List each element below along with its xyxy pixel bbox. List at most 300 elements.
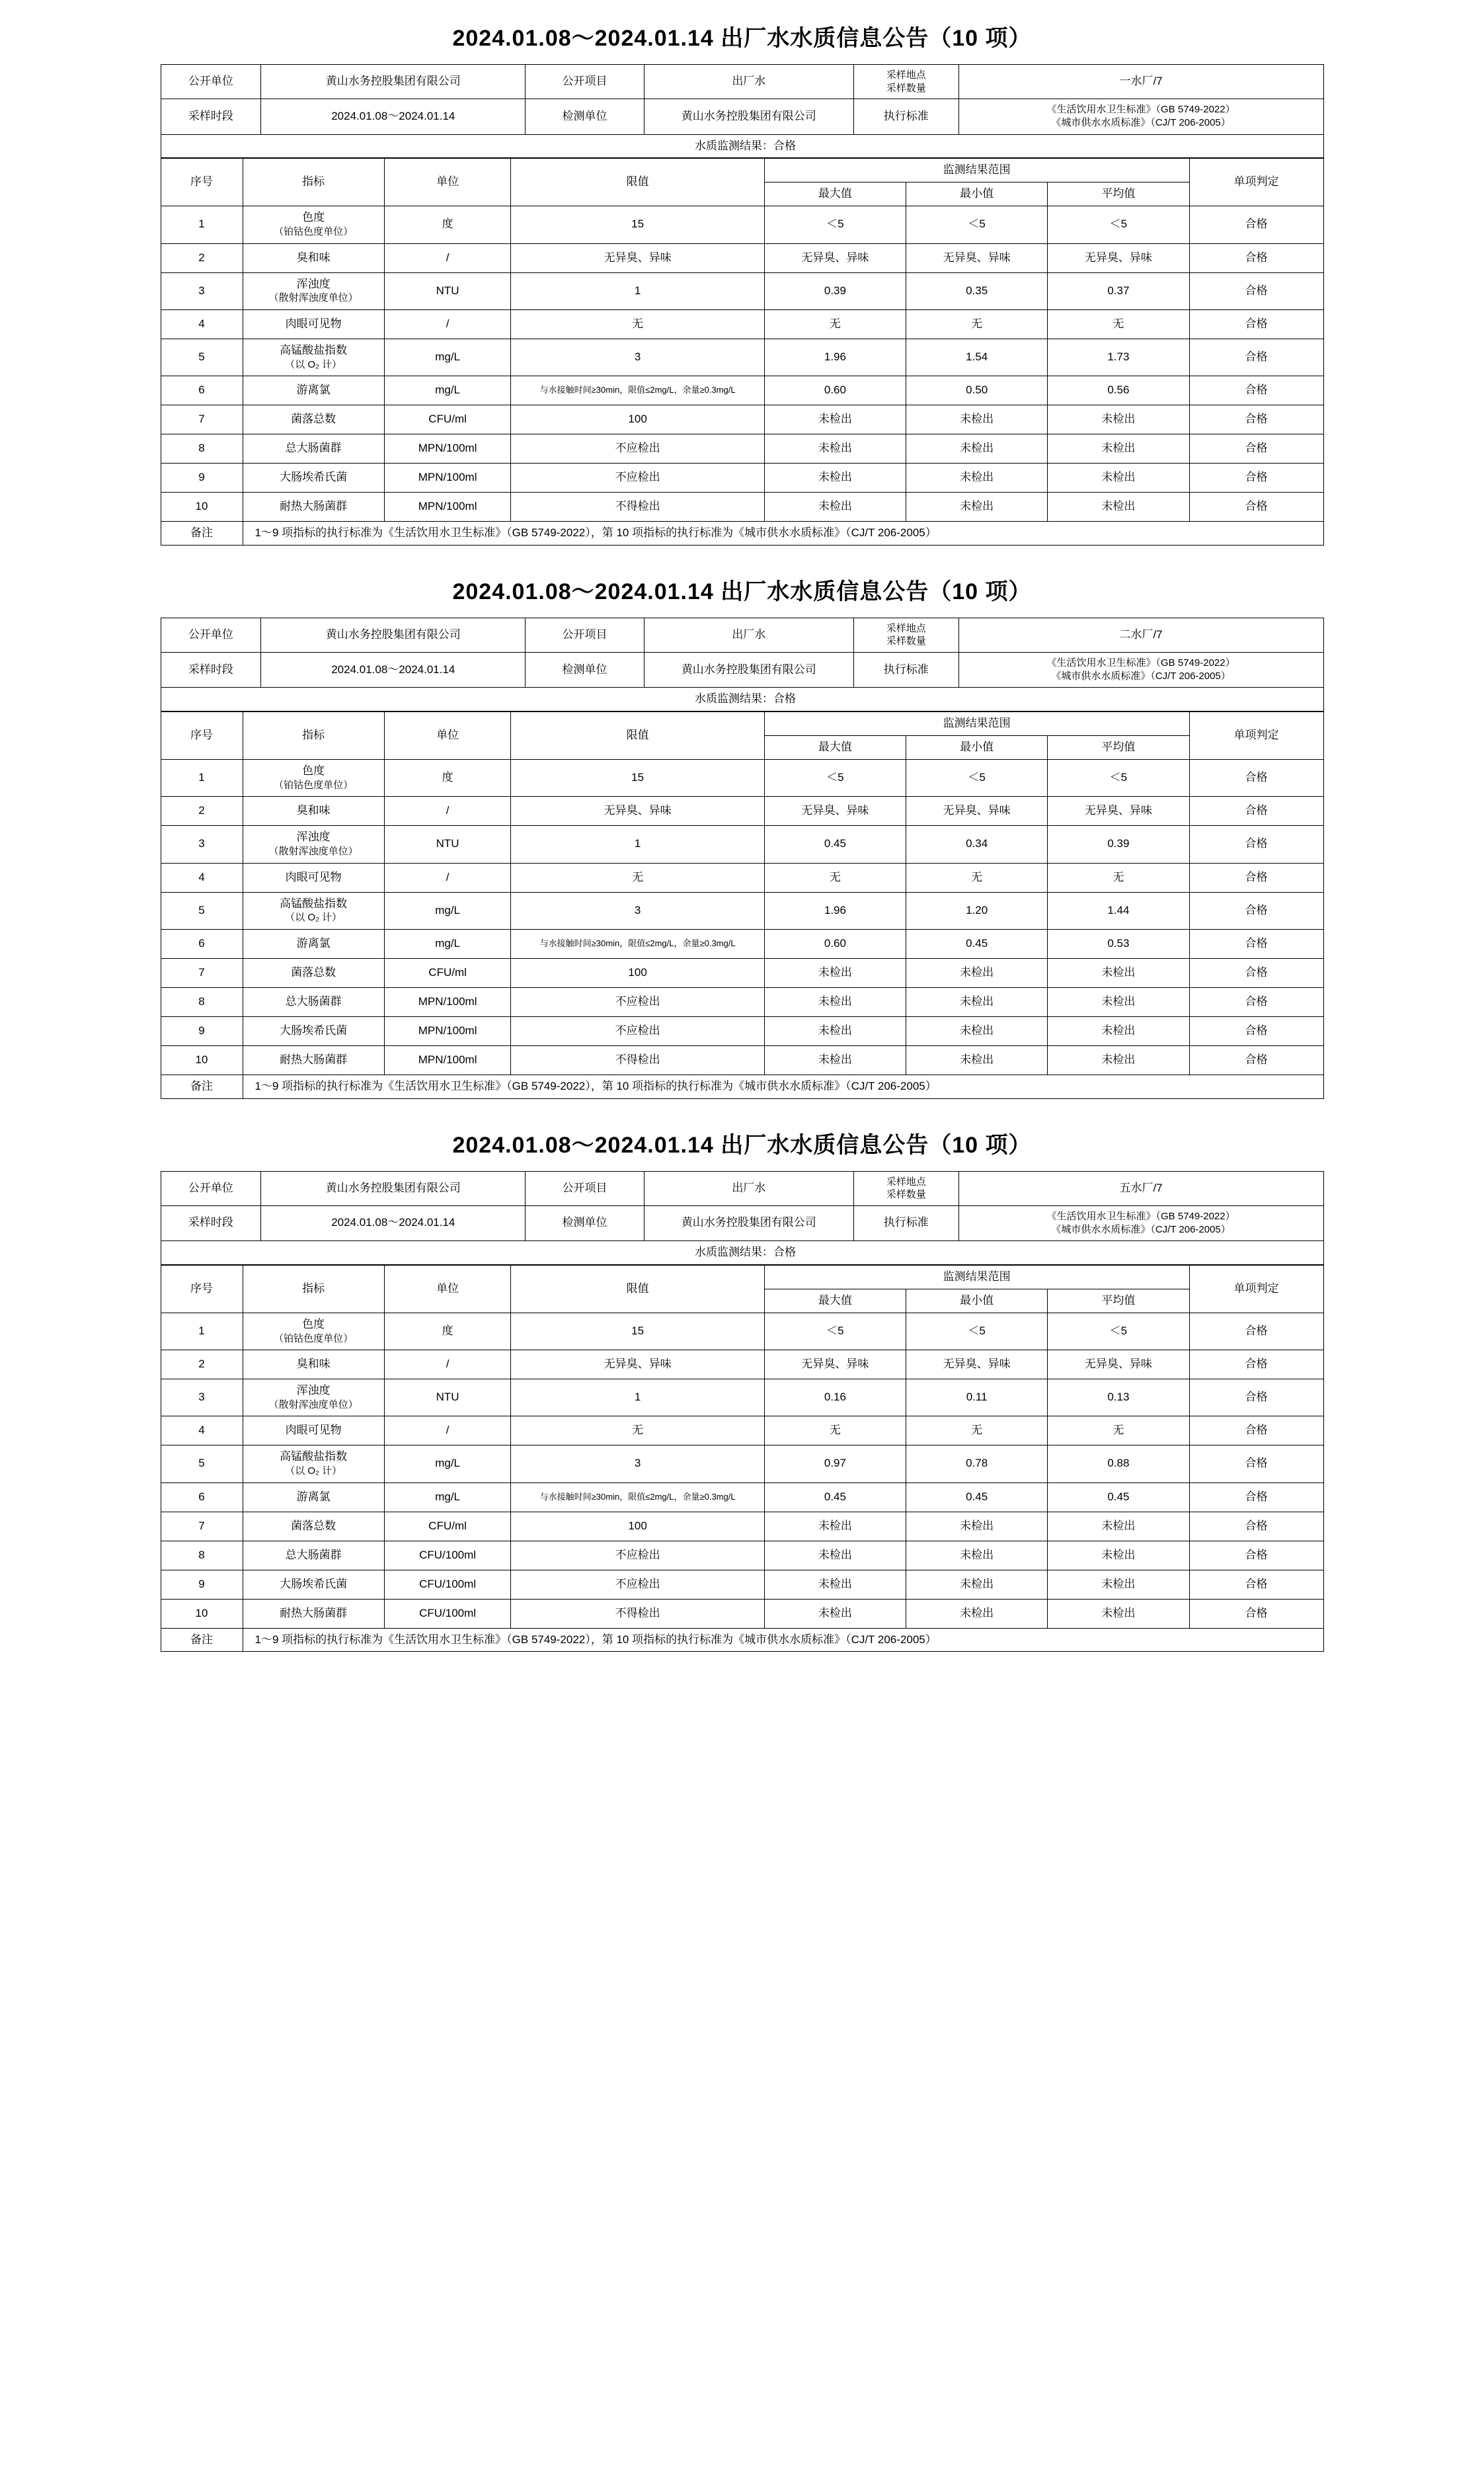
cell-unit: mg/L <box>384 929 511 958</box>
table-note-row <box>161 1075 1323 1098</box>
cell-max: 0.60 <box>764 929 906 958</box>
indicator-line2: （散射浑浊度单位） <box>268 1399 358 1411</box>
cell-avg: 0.13 <box>1048 1379 1189 1416</box>
cell-indicator <box>243 826 384 863</box>
cell-unit: mg/L <box>384 339 511 376</box>
cell-judge: 合格 <box>1189 1016 1323 1045</box>
cell-unit: MPN/100ml <box>384 1016 511 1045</box>
cell-unit: MPN/100ml <box>384 1045 511 1075</box>
col-unit: 单位 <box>384 712 511 760</box>
cell-limit: 100 <box>511 958 764 987</box>
indicator-line2: （以 O₂ 计） <box>285 1465 342 1477</box>
cell-no: 5 <box>161 1445 243 1482</box>
table-row <box>161 1045 1323 1075</box>
table-row <box>161 1205 1323 1241</box>
value-public-unit: 黄山水务控股集团有限公司 <box>261 618 526 652</box>
col-min: 最小值 <box>906 1289 1048 1313</box>
table-row <box>161 309 1323 339</box>
cell-avg: 未检出 <box>1048 1016 1189 1045</box>
cell-no: 6 <box>161 376 243 405</box>
standard-line-1: 《生活饮用水卫生标准》（GB 5749-2022） <box>1046 104 1235 115</box>
col-judge: 单项判定 <box>1189 159 1323 206</box>
cell-max: 0.45 <box>764 826 906 863</box>
cell-max: 未检出 <box>764 434 906 463</box>
cell-limit: 与水接触时间≥30min，限值≤2mg/L，余量≥0.3mg/L <box>511 1482 764 1512</box>
note-text: 1～9 项指标的执行标准为《生活饮用水卫生标准》（GB 5749-2022），第 10 项指标的执行标准为《城市供水水质标准》（CJ/T 206-2005） <box>243 521 1323 545</box>
table-row <box>161 1541 1323 1570</box>
cell-min: 未检出 <box>906 1045 1048 1075</box>
cell-limit: 不应检出 <box>511 987 764 1016</box>
cell-judge: 合格 <box>1189 826 1323 863</box>
water-quality-report <box>161 573 1324 1099</box>
cell-judge: 合格 <box>1189 463 1323 492</box>
cell-unit: / <box>384 309 511 339</box>
cell-indicator: 耐热大肠菌群 <box>243 492 384 521</box>
cell-unit: MPN/100ml <box>384 987 511 1016</box>
cell-max: 未检出 <box>764 958 906 987</box>
report-header-table <box>161 618 1324 711</box>
cell-indicator: 肉眼可见物 <box>243 863 384 892</box>
indicator-line2: （铂钴色度单位） <box>274 226 354 238</box>
cell-min: 0.78 <box>906 1445 1048 1482</box>
cell-avg: 无异臭、异味 <box>1048 243 1189 272</box>
value-public-item: 出厂水 <box>644 618 853 652</box>
table-row <box>161 826 1323 863</box>
cell-indicator: 游离氯 <box>243 376 384 405</box>
col-indicator: 指标 <box>243 712 384 760</box>
label-sample-site <box>853 1171 958 1205</box>
cell-limit: 100 <box>511 1512 764 1541</box>
label-standard: 执行标准 <box>853 1205 958 1241</box>
indicator-line1: 高锰酸盐指数 <box>280 343 348 356</box>
cell-min: 0.45 <box>906 1482 1048 1512</box>
result-summary: 水质监测结果：合格 <box>161 134 1323 158</box>
table-row <box>161 1171 1323 1205</box>
result-summary: 水质监测结果：合格 <box>161 688 1323 711</box>
label-sample-site-line1: 采样地点 <box>886 1176 926 1188</box>
label-standard: 执行标准 <box>853 652 958 688</box>
value-standard <box>958 1205 1323 1241</box>
cell-max: ＜5 <box>764 206 906 243</box>
cell-judge: 合格 <box>1189 1445 1323 1482</box>
cell-min: 未检出 <box>906 1570 1048 1599</box>
cell-avg: 未检出 <box>1048 1045 1189 1075</box>
cell-unit: mg/L <box>384 892 511 929</box>
cell-indicator: 耐热大肠菌群 <box>243 1599 384 1628</box>
value-sample-site: 二水厂/7 <box>958 618 1323 652</box>
cell-limit: 15 <box>511 1313 764 1350</box>
cell-max: 未检出 <box>764 492 906 521</box>
cell-unit: CFU/100ml <box>384 1541 511 1570</box>
cell-judge: 合格 <box>1189 339 1323 376</box>
cell-max: 未检出 <box>764 463 906 492</box>
cell-min: 未检出 <box>906 434 1048 463</box>
value-public-unit: 黄山水务控股集团有限公司 <box>261 65 526 99</box>
cell-min: ＜5 <box>906 206 1048 243</box>
label-public-unit: 公开单位 <box>161 618 261 652</box>
col-indicator: 指标 <box>243 159 384 206</box>
table-note-row <box>161 521 1323 545</box>
cell-avg: 未检出 <box>1048 434 1189 463</box>
value-test-unit: 黄山水务控股集团有限公司 <box>644 1205 853 1241</box>
indicator-line2: （散射浑浊度单位） <box>268 846 358 858</box>
cell-judge: 合格 <box>1189 1541 1323 1570</box>
page-title: 2024.01.08～2024.01.14 出厂水水质信息公告（10 项） <box>452 1132 1032 1158</box>
table-row <box>161 463 1323 492</box>
table-header-row <box>161 159 1323 183</box>
cell-limit: 不应检出 <box>511 1016 764 1045</box>
cell-no: 9 <box>161 1016 243 1045</box>
cell-min: 未检出 <box>906 1016 1048 1045</box>
table-row <box>161 760 1323 797</box>
label-public-unit: 公开单位 <box>161 1171 261 1205</box>
cell-indicator <box>243 760 384 797</box>
cell-no: 9 <box>161 463 243 492</box>
cell-avg: 无 <box>1048 1416 1189 1445</box>
table-row <box>161 618 1323 652</box>
cell-avg: 未检出 <box>1048 1512 1189 1541</box>
indicator-line1: 色度 <box>302 764 325 778</box>
cell-min: 0.35 <box>906 272 1048 309</box>
col-limit: 限值 <box>511 1266 764 1313</box>
cell-max: 未检出 <box>764 1045 906 1075</box>
cell-max: 0.16 <box>764 1379 906 1416</box>
cell-indicator: 大肠埃希氏菌 <box>243 1570 384 1599</box>
cell-unit: / <box>384 863 511 892</box>
cell-judge: 合格 <box>1189 797 1323 826</box>
table-row <box>161 434 1323 463</box>
cell-unit: 度 <box>384 1313 511 1350</box>
cell-limit: 3 <box>511 1445 764 1482</box>
cell-unit: CFU/ml <box>384 1512 511 1541</box>
cell-avg: 未检出 <box>1048 958 1189 987</box>
page-title: 2024.01.08～2024.01.14 出厂水水质信息公告（10 项） <box>452 579 1032 604</box>
cell-no: 8 <box>161 1541 243 1570</box>
cell-no: 10 <box>161 1045 243 1075</box>
cell-unit: CFU/ml <box>384 958 511 987</box>
cell-no: 4 <box>161 863 243 892</box>
indicator-line2: （以 O₂ 计） <box>285 358 342 370</box>
label-test-unit: 检测单位 <box>526 652 644 688</box>
cell-no: 2 <box>161 243 243 272</box>
label-sample-site <box>853 65 958 99</box>
cell-limit: 不得检出 <box>511 492 764 521</box>
indicator-line1: 高锰酸盐指数 <box>280 897 348 910</box>
cell-max: 无 <box>764 309 906 339</box>
cell-min: 0.45 <box>906 929 1048 958</box>
cell-indicator: 总大肠菌群 <box>243 987 384 1016</box>
cell-unit: mg/L <box>384 376 511 405</box>
table-row <box>161 958 1323 987</box>
cell-unit: NTU <box>384 1379 511 1416</box>
table-row <box>161 1016 1323 1045</box>
cell-max: 未检出 <box>764 1599 906 1628</box>
cell-no: 4 <box>161 309 243 339</box>
cell-judge: 合格 <box>1189 376 1323 405</box>
cell-no: 5 <box>161 339 243 376</box>
cell-no: 2 <box>161 797 243 826</box>
cell-min: 1.54 <box>906 339 1048 376</box>
cell-no: 1 <box>161 1313 243 1350</box>
table-row <box>161 492 1323 521</box>
col-avg: 平均值 <box>1048 736 1189 760</box>
col-limit: 限值 <box>511 159 764 206</box>
cell-min: ＜5 <box>906 1313 1048 1350</box>
cell-no: 2 <box>161 1350 243 1379</box>
cell-judge: 合格 <box>1189 272 1323 309</box>
cell-indicator: 游离氯 <box>243 1482 384 1512</box>
report-data-table <box>161 1265 1324 1652</box>
indicator-line1: 浑浊度 <box>296 277 331 290</box>
label-public-item: 公开项目 <box>526 1171 644 1205</box>
cell-judge: 合格 <box>1189 760 1323 797</box>
standard-line-2: 《城市供水水质标准》（CJ/T 206-2005） <box>1051 117 1231 129</box>
cell-indicator: 耐热大肠菌群 <box>243 1045 384 1075</box>
cell-avg: 未检出 <box>1048 1599 1189 1628</box>
standard-line-2: 《城市供水水质标准》（CJ/T 206-2005） <box>1051 1223 1231 1235</box>
table-row <box>161 65 1323 99</box>
col-no: 序号 <box>161 159 243 206</box>
cell-no: 9 <box>161 1570 243 1599</box>
cell-indicator: 臭和味 <box>243 1350 384 1379</box>
cell-no: 3 <box>161 826 243 863</box>
label-public-item: 公开项目 <box>526 65 644 99</box>
cell-indicator: 总大肠菌群 <box>243 1541 384 1570</box>
col-unit: 单位 <box>384 1266 511 1313</box>
cell-avg: 0.45 <box>1048 1482 1189 1512</box>
document-page <box>0 20 1484 1652</box>
cell-unit: / <box>384 797 511 826</box>
cell-indicator <box>243 1445 384 1482</box>
col-judge: 单项判定 <box>1189 712 1323 760</box>
cell-avg: 1.73 <box>1048 339 1189 376</box>
cell-no: 7 <box>161 1512 243 1541</box>
cell-no: 7 <box>161 958 243 987</box>
table-row <box>161 688 1323 711</box>
value-sample-site: 五水厂/7 <box>958 1171 1323 1205</box>
note-label: 备注 <box>161 1628 243 1652</box>
cell-judge: 合格 <box>1189 1512 1323 1541</box>
cell-min: 无异臭、异味 <box>906 797 1048 826</box>
cell-max: 未检出 <box>764 1541 906 1570</box>
standard-line-1: 《生活饮用水卫生标准》（GB 5749-2022） <box>1046 1210 1235 1222</box>
cell-min: 0.50 <box>906 376 1048 405</box>
cell-limit: 不应检出 <box>511 463 764 492</box>
cell-max: 无异臭、异味 <box>764 1350 906 1379</box>
indicator-line1: 高锰酸盐指数 <box>280 1450 348 1463</box>
value-standard <box>958 99 1323 135</box>
table-row <box>161 1241 1323 1265</box>
cell-min: 无 <box>906 863 1048 892</box>
cell-max: 0.60 <box>764 376 906 405</box>
cell-limit: 不应检出 <box>511 434 764 463</box>
cell-limit: 不得检出 <box>511 1045 764 1075</box>
cell-indicator: 菌落总数 <box>243 1512 384 1541</box>
cell-judge: 合格 <box>1189 309 1323 339</box>
note-text: 1～9 项指标的执行标准为《生活饮用水卫生标准》（GB 5749-2022），第 10 项指标的执行标准为《城市供水水质标准》（CJ/T 206-2005） <box>243 1075 1323 1098</box>
cell-unit: 度 <box>384 206 511 243</box>
value-public-item: 出厂水 <box>644 65 853 99</box>
cell-min: 未检出 <box>906 1599 1048 1628</box>
table-row <box>161 1313 1323 1350</box>
cell-min: 未检出 <box>906 492 1048 521</box>
cell-judge: 合格 <box>1189 1379 1323 1416</box>
report-data-table <box>161 711 1324 1098</box>
col-judge: 单项判定 <box>1189 1266 1323 1313</box>
cell-min: 未检出 <box>906 987 1048 1016</box>
cell-judge: 合格 <box>1189 405 1323 434</box>
table-row <box>161 272 1323 309</box>
cell-limit: 无异臭、异味 <box>511 797 764 826</box>
cell-max: 未检出 <box>764 1016 906 1045</box>
cell-max: 未检出 <box>764 405 906 434</box>
table-header-row <box>161 1266 1323 1289</box>
cell-limit: 与水接触时间≥30min，限值≤2mg/L，余量≥0.3mg/L <box>511 929 764 958</box>
cell-unit: CFU/100ml <box>384 1599 511 1628</box>
cell-no: 6 <box>161 929 243 958</box>
label-test-unit: 检测单位 <box>526 99 644 135</box>
cell-judge: 合格 <box>1189 1350 1323 1379</box>
table-row <box>161 797 1323 826</box>
label-sample-site <box>853 618 958 652</box>
cell-judge: 合格 <box>1189 892 1323 929</box>
cell-min: 1.20 <box>906 892 1048 929</box>
standard-line-1: 《生活饮用水卫生标准》（GB 5749-2022） <box>1046 657 1235 669</box>
cell-indicator: 大肠埃希氏菌 <box>243 463 384 492</box>
indicator-line1: 浑浊度 <box>296 1384 331 1397</box>
cell-no: 8 <box>161 434 243 463</box>
cell-limit: 无异臭、异味 <box>511 1350 764 1379</box>
cell-avg: 无异臭、异味 <box>1048 1350 1189 1379</box>
cell-indicator: 总大肠菌群 <box>243 434 384 463</box>
cell-max: 无异臭、异味 <box>764 797 906 826</box>
cell-judge: 合格 <box>1189 1599 1323 1628</box>
col-range-group: 监测结果范围 <box>764 159 1189 183</box>
value-public-item: 出厂水 <box>644 1171 853 1205</box>
cell-judge: 合格 <box>1189 1045 1323 1075</box>
cell-max: 无异臭、异味 <box>764 243 906 272</box>
cell-judge: 合格 <box>1189 1570 1323 1599</box>
indicator-line2: （铂钴色度单位） <box>274 1332 354 1344</box>
cell-avg: 未检出 <box>1048 987 1189 1016</box>
indicator-line1: 浑浊度 <box>296 831 331 844</box>
cell-avg: 0.88 <box>1048 1445 1189 1482</box>
cell-avg: 未检出 <box>1048 492 1189 521</box>
note-text: 1～9 项指标的执行标准为《生活饮用水卫生标准》（GB 5749-2022），第 10 项指标的执行标准为《城市供水水质标准》（CJ/T 206-2005） <box>243 1628 1323 1652</box>
water-quality-report <box>161 20 1324 546</box>
table-row <box>161 405 1323 434</box>
cell-no: 7 <box>161 405 243 434</box>
cell-unit: mg/L <box>384 1482 511 1512</box>
table-row <box>161 929 1323 958</box>
cell-avg: 无异臭、异味 <box>1048 797 1189 826</box>
label-public-unit: 公开单位 <box>161 65 261 99</box>
cell-no: 3 <box>161 272 243 309</box>
cell-avg: ＜5 <box>1048 206 1189 243</box>
cell-no: 5 <box>161 892 243 929</box>
value-test-unit: 黄山水务控股集团有限公司 <box>644 652 853 688</box>
cell-avg: 未检出 <box>1048 1541 1189 1570</box>
cell-judge: 合格 <box>1189 929 1323 958</box>
col-max: 最大值 <box>764 736 906 760</box>
report-data-table <box>161 158 1324 545</box>
cell-indicator: 大肠埃希氏菌 <box>243 1016 384 1045</box>
cell-limit: 不应检出 <box>511 1541 764 1570</box>
cell-max: 0.45 <box>764 1482 906 1512</box>
cell-avg: 未检出 <box>1048 463 1189 492</box>
cell-avg: 未检出 <box>1048 405 1189 434</box>
standard-line-2: 《城市供水水质标准》（CJ/T 206-2005） <box>1051 670 1231 682</box>
cell-unit: NTU <box>384 272 511 309</box>
cell-judge: 合格 <box>1189 863 1323 892</box>
table-row <box>161 1445 1323 1482</box>
label-sample-count-line2: 采样数量 <box>886 82 926 94</box>
cell-indicator <box>243 206 384 243</box>
cell-avg: 0.56 <box>1048 376 1189 405</box>
cell-min: 0.34 <box>906 826 1048 863</box>
value-test-unit: 黄山水务控股集团有限公司 <box>644 99 853 135</box>
label-sample-period: 采样时段 <box>161 652 261 688</box>
col-range-group: 监测结果范围 <box>764 712 1189 736</box>
col-min: 最小值 <box>906 183 1048 206</box>
cell-limit: 1 <box>511 826 764 863</box>
cell-avg: 1.44 <box>1048 892 1189 929</box>
cell-no: 6 <box>161 1482 243 1512</box>
label-sample-period: 采样时段 <box>161 99 261 135</box>
table-row <box>161 134 1323 158</box>
cell-limit: 15 <box>511 760 764 797</box>
cell-indicator <box>243 272 384 309</box>
table-row <box>161 206 1323 243</box>
value-sample-period: 2024.01.08～2024.01.14 <box>261 99 526 135</box>
table-row <box>161 99 1323 135</box>
col-no: 序号 <box>161 712 243 760</box>
cell-limit: 1 <box>511 272 764 309</box>
cell-limit: 3 <box>511 892 764 929</box>
label-sample-site-line1: 采样地点 <box>886 69 926 81</box>
label-test-unit: 检测单位 <box>526 1205 644 1241</box>
cell-max: 未检出 <box>764 1570 906 1599</box>
cell-unit: 度 <box>384 760 511 797</box>
table-row <box>161 243 1323 272</box>
table-note-row <box>161 1628 1323 1652</box>
cell-indicator <box>243 892 384 929</box>
cell-avg: ＜5 <box>1048 1313 1189 1350</box>
cell-judge: 合格 <box>1189 434 1323 463</box>
cell-no: 1 <box>161 760 243 797</box>
cell-max: 未检出 <box>764 1512 906 1541</box>
cell-min: ＜5 <box>906 760 1048 797</box>
cell-indicator: 菌落总数 <box>243 405 384 434</box>
cell-judge: 合格 <box>1189 243 1323 272</box>
label-sample-count-line2: 采样数量 <box>886 635 926 647</box>
col-limit: 限值 <box>511 712 764 760</box>
cell-min: 未检出 <box>906 405 1048 434</box>
col-avg: 平均值 <box>1048 183 1189 206</box>
table-row <box>161 652 1323 688</box>
cell-no: 10 <box>161 492 243 521</box>
col-no: 序号 <box>161 1266 243 1313</box>
note-label: 备注 <box>161 1075 243 1098</box>
indicator-line2: （以 O₂ 计） <box>285 912 342 924</box>
cell-limit: 不得检出 <box>511 1599 764 1628</box>
cell-indicator: 游离氯 <box>243 929 384 958</box>
label-sample-site-line1: 采样地点 <box>886 622 926 634</box>
cell-min: 未检出 <box>906 1512 1048 1541</box>
cell-min: 无 <box>906 309 1048 339</box>
cell-max: 0.39 <box>764 272 906 309</box>
col-indicator: 指标 <box>243 1266 384 1313</box>
